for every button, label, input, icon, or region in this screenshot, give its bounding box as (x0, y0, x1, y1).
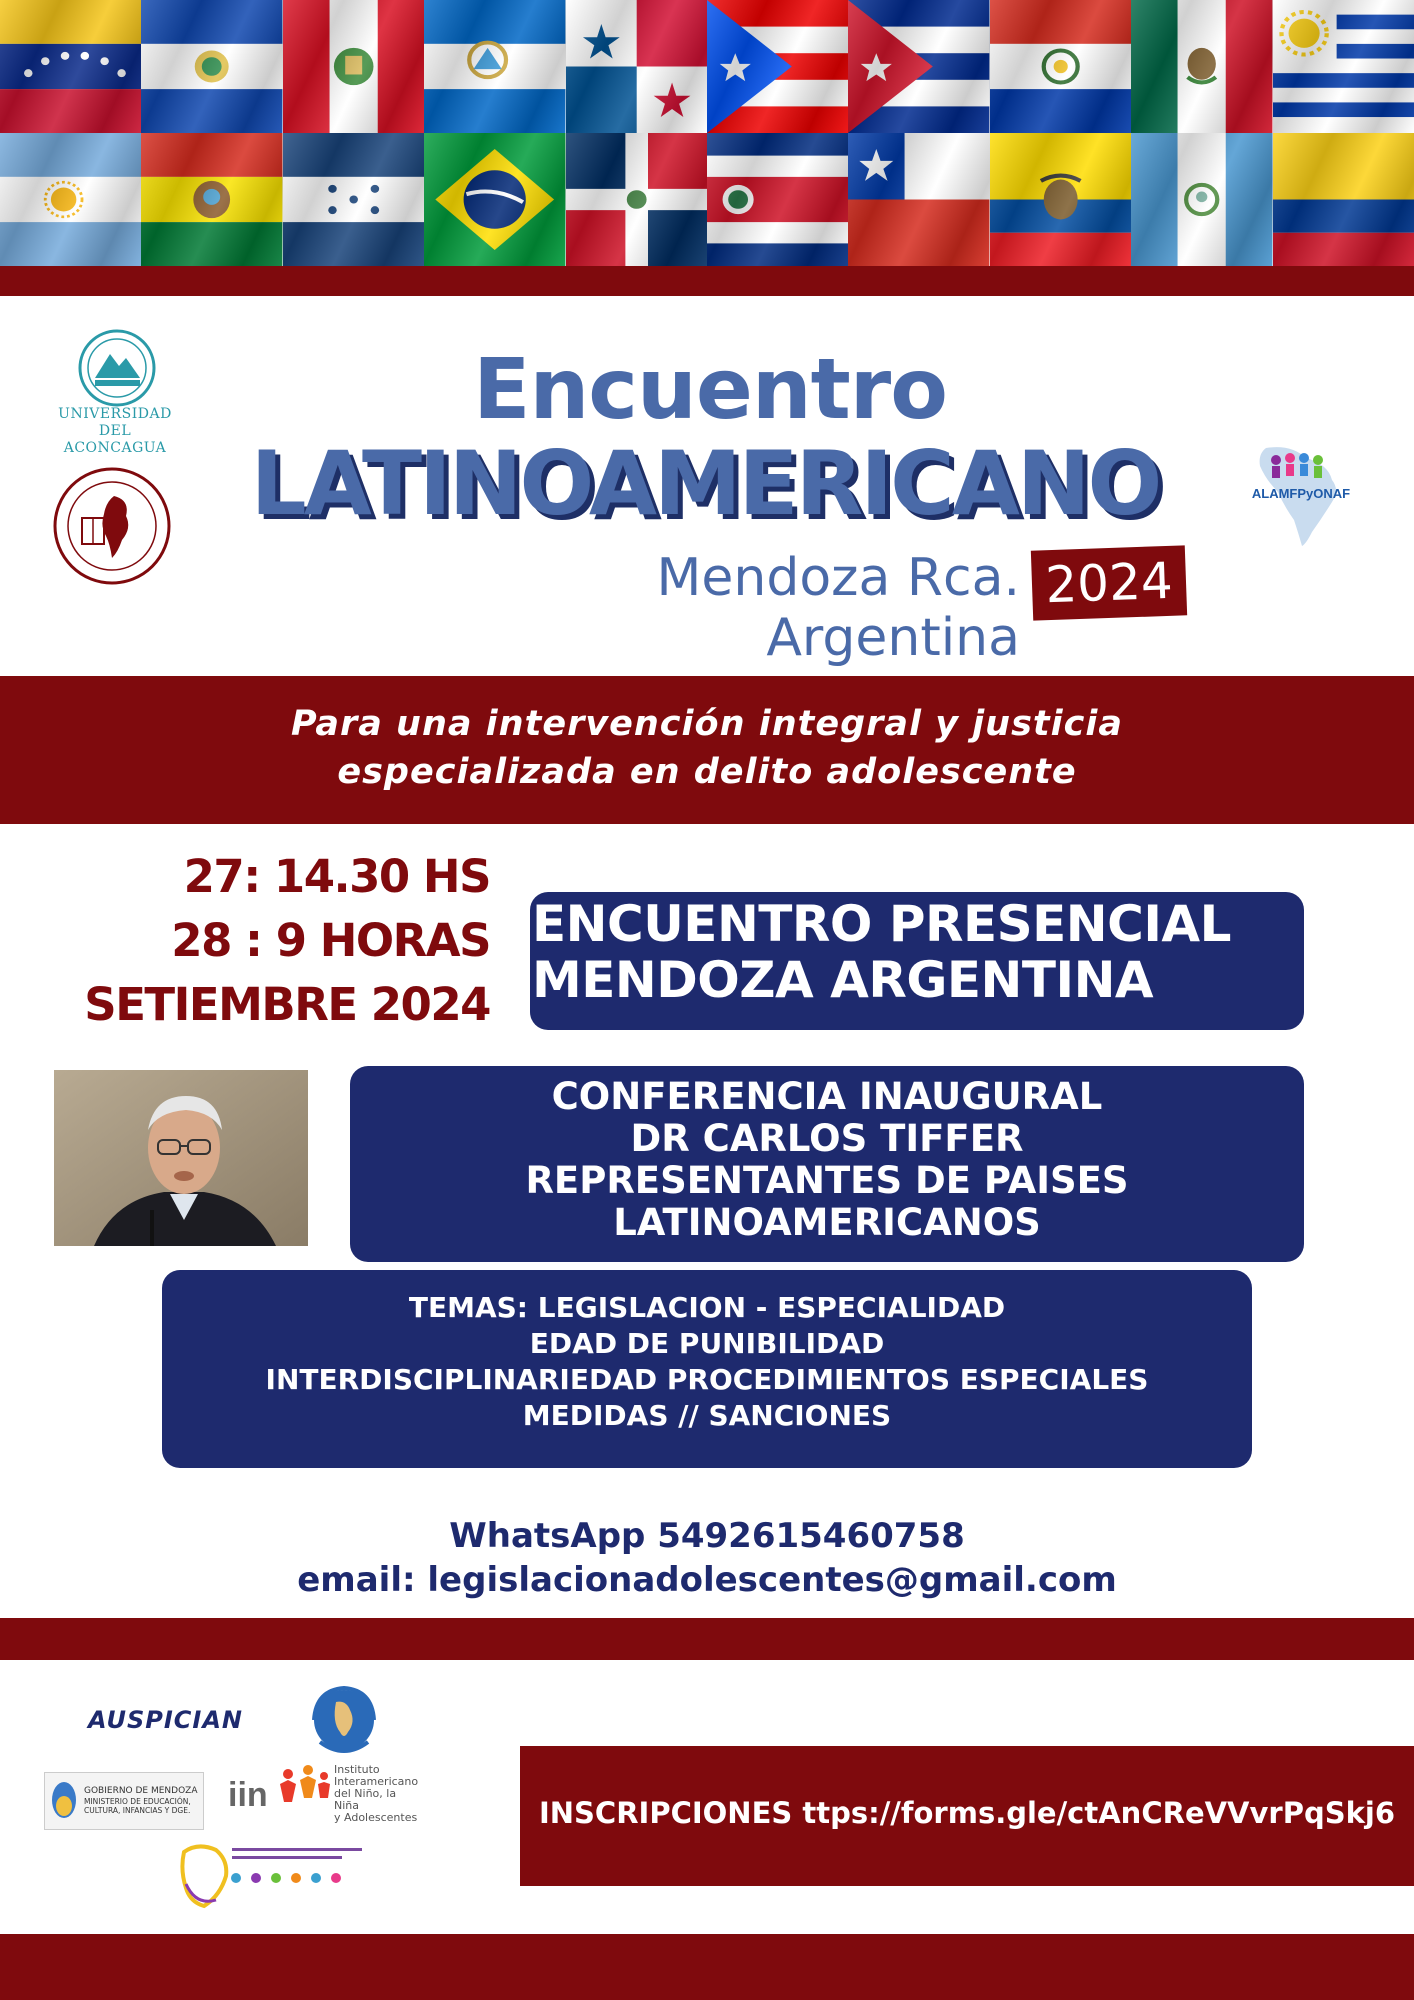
flag-colombia (1273, 133, 1414, 266)
tagline-line-2: especializada en delito adolescente (337, 752, 1077, 792)
conference-line-1: CONFERENCIA INAUGURAL (551, 1075, 1103, 1118)
iin-name (334, 1764, 424, 1824)
flag-mexico (1131, 0, 1272, 133)
flag-guatemala (1131, 133, 1272, 266)
mendoza-gov-name: GOBIERNO DE MENDOZA (84, 1786, 198, 1796)
alamfpyonaf-label: ALAMFPyONAF (1251, 486, 1351, 501)
topics-line-4: MEDIDAS // SANCIONES (522, 1399, 892, 1432)
flag-nicaragua (424, 0, 565, 133)
title-latinoamericano: LATINOAMERICANO (250, 432, 1160, 535)
flag-paraguay (990, 0, 1131, 133)
uni-name-line-2: ACONCAGUA (63, 440, 167, 456)
conference-line-2: DR CARLOS TIFFER (630, 1117, 1024, 1160)
flag-republica-dominicana (566, 133, 707, 266)
schedule-day-28: 28 : 9 HORAS (171, 914, 490, 967)
iin-line-2: Interamericano (334, 1775, 419, 1788)
flag-argentina (0, 133, 141, 266)
topics-text (162, 1290, 1252, 1434)
schedule-month: SETIEMBRE 2024 (84, 978, 490, 1031)
schedule-day-27: 27: 14.30 HS (183, 850, 490, 903)
flag-costa-rica (707, 133, 848, 266)
mendoza-shield-icon (50, 1778, 78, 1822)
flag-uruguay (1273, 0, 1414, 133)
flag-peru (283, 0, 424, 133)
mendoza-ministry-line-1: MINISTERIO DE EDUCACIÓN, (84, 1797, 191, 1806)
title-encuentro: Encuentro (473, 340, 947, 438)
conference-line-3: REPRESENTANTES DE PAISES (525, 1159, 1129, 1202)
alamfpyonaf-logo (1236, 440, 1366, 550)
whatsapp-contact[interactable]: WhatsApp 5492615460758 (449, 1516, 965, 1556)
flag-ecuador (990, 133, 1131, 266)
event-year-badge: 2024 (1031, 545, 1187, 620)
topics-line-3: INTERDISCIPLINARIEDAD PROCEDIMIENTOS ESPECIALES (265, 1363, 1149, 1396)
topics-line-1: TEMAS: LEGISLACION - ESPECIALIDAD (408, 1291, 1006, 1324)
asociacion-uruguaya-logo (176, 1840, 376, 1912)
iin-line-4: y Adolescentes (334, 1811, 418, 1824)
email-contact[interactable]: email: legislacionadolescentes@gmail.com (297, 1560, 1117, 1600)
uni-name-line-1: UNIVERSIDAD DEL (58, 406, 172, 439)
mendoza-ministry-line-2: CULTURA, INFANCIAS Y DGE. (84, 1806, 191, 1815)
top-divider-band (0, 266, 1414, 296)
topics-line-2: EDAD DE PUNIBILIDAD (529, 1327, 885, 1360)
flag-honduras (283, 133, 424, 266)
iin-short-label: iin (228, 1776, 268, 1814)
speaker-photo (54, 1070, 308, 1246)
conference-line-4: LATINOAMERICANOS (613, 1201, 1041, 1244)
ulacs-seal (52, 466, 172, 586)
sponsors-label: AUSPICIAN (88, 1706, 243, 1734)
ilanud-logo (306, 1682, 382, 1762)
flag-banner (0, 0, 1414, 266)
flag-cuba (848, 0, 989, 133)
middle-divider-band (0, 1618, 1414, 1660)
universidad-aconcagua-name (40, 406, 190, 457)
tagline (0, 700, 1414, 796)
presencial-line-1: ENCUENTRO PRESENCIAL (532, 895, 1231, 953)
flag-venezuela (0, 0, 141, 133)
flag-bolivia (141, 133, 282, 266)
flag-puerto-rico (707, 0, 848, 133)
flag-panama (566, 0, 707, 133)
presencial-line-2: MENDOZA ARGENTINA (532, 951, 1154, 1009)
iin-line-1: Instituto (334, 1763, 380, 1776)
flag-brasil (424, 133, 565, 266)
gobierno-mendoza-text (84, 1786, 202, 1815)
flag-chile (848, 133, 989, 266)
conference-text (350, 1076, 1304, 1244)
bottom-band (0, 1934, 1414, 2000)
tagline-line-1: Para una intervención integral y justicia (290, 704, 1124, 744)
registration-link[interactable]: INSCRIPCIONES ttps://forms.gle/ctAnCReVVvrPqSkj6 (538, 1796, 1396, 1830)
iin-logo (226, 1762, 336, 1814)
iin-line-3: del Niño, la Niña (334, 1787, 397, 1812)
event-location: Mendoza Rca. Argentina (656, 548, 1020, 668)
flag-el-salvador (141, 0, 282, 133)
presencial-text (532, 896, 1312, 1008)
universidad-aconcagua-logo (62, 328, 172, 408)
